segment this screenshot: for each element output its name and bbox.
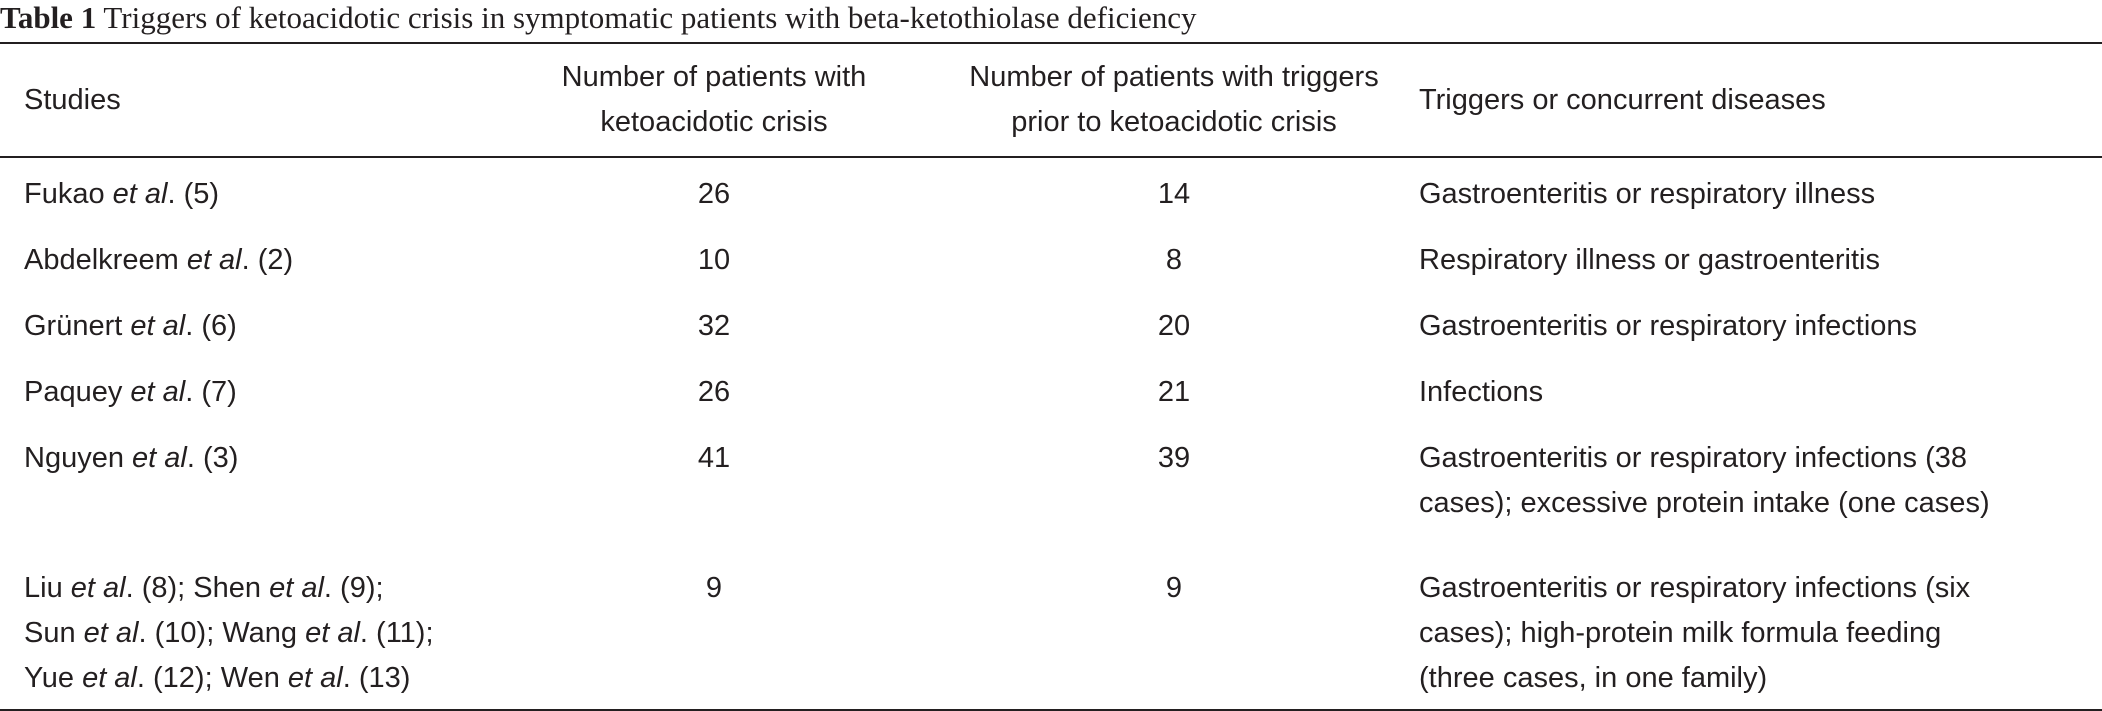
header-studies: Studies: [24, 83, 121, 116]
crisis-count-cell: 32: [697, 310, 731, 342]
header-trigger-count: [929, 43, 1419, 157]
separator: ;: [177, 572, 194, 604]
study-cell: [0, 218, 499, 284]
study-line: [24, 566, 499, 611]
header-diseases: Triggers or concurrent diseases: [1419, 83, 1826, 116]
crisis-count-cell: 41: [697, 442, 731, 474]
diseases-cell: [1419, 218, 2102, 284]
study-cell: [0, 350, 499, 416]
dot-text: .: [185, 376, 194, 408]
study-cell: [0, 157, 499, 218]
trigger-count-cell: 21: [1157, 376, 1191, 408]
study-author: Fukao: [24, 178, 113, 210]
diseases-cell: [1419, 157, 2102, 218]
table-row: [0, 350, 2102, 416]
study-author: Wen: [220, 662, 288, 694]
dot-text: .: [186, 442, 195, 474]
separator: ;: [425, 617, 434, 649]
study-author: Nguyen: [24, 442, 133, 474]
diseases-line: Gastroenteritis or respiratory infections (six: [1419, 572, 1971, 604]
triggers-table: [0, 42, 2102, 711]
dot-text: .: [125, 572, 134, 604]
table-row: [0, 218, 2102, 284]
study-ref: (9): [340, 572, 376, 604]
etal-text: et al: [269, 572, 324, 604]
table-label: Table 1: [0, 0, 97, 35]
dot-text: .: [241, 244, 250, 276]
study-author: Grünert: [24, 310, 131, 342]
separator: ;: [204, 662, 221, 694]
etal-text: et al: [83, 617, 139, 649]
etal-text: et al: [132, 442, 187, 474]
dot-text: .: [138, 617, 147, 649]
table-title: Triggers of ketoacidotic crisis in symptomatic patients with beta-ketothiolase deficiency: [103, 0, 1197, 35]
header-crisis-count: [499, 43, 929, 157]
study-author: Sun: [24, 617, 84, 649]
study-cell: [0, 546, 499, 710]
dot-text: .: [323, 572, 332, 604]
study-author: Shen: [193, 572, 270, 604]
table-caption: [0, 0, 2102, 40]
etal-text: et al: [112, 178, 168, 210]
table-row: [0, 157, 2102, 218]
diseases-cell: [1419, 284, 2102, 350]
study-ref: (2): [257, 244, 294, 276]
study-author: Paquey: [24, 376, 131, 408]
dot-text: .: [136, 662, 145, 694]
header-triggers-line1: Number of patients with triggers: [969, 61, 1379, 93]
trigger-count-cell: 9: [1165, 572, 1183, 604]
study-author: Wang: [222, 617, 306, 649]
separator: ;: [206, 617, 223, 649]
study-line: [24, 611, 499, 656]
crisis-count-cell: 26: [697, 376, 731, 408]
crisis-count-cell: 10: [697, 244, 731, 276]
crisis-count-cell: 26: [697, 178, 731, 210]
study-ref: (12): [153, 662, 205, 694]
dot-text: .: [167, 178, 176, 210]
diseases-cell: [1419, 546, 2102, 710]
etal-text: et al: [70, 572, 126, 604]
trigger-count-cell: 20: [1157, 310, 1191, 342]
study-author: Abdelkreem: [24, 244, 187, 276]
diseases-cell: [1419, 416, 2102, 546]
dot-text: .: [342, 662, 351, 694]
study-ref: (11): [376, 617, 426, 649]
study-line: [24, 656, 499, 701]
etal-text: et al: [305, 617, 360, 649]
etal-text: et al: [287, 662, 343, 694]
header-triggers-line2: prior to ketoacidotic crisis: [1011, 106, 1337, 138]
study-ref: (5): [183, 178, 220, 210]
header-crisis-line1: Number of patients with: [561, 61, 867, 93]
trigger-count-cell: 39: [1157, 442, 1191, 474]
study-ref: (3): [202, 442, 239, 474]
study-author: Yue: [24, 662, 83, 694]
diseases-line: cases); excessive protein intake (one cases): [1419, 487, 1990, 519]
diseases-line: Gastroenteritis or respiratory infections (38: [1419, 442, 1967, 474]
etal-text: et al: [82, 662, 137, 694]
study-author: Liu: [24, 572, 71, 604]
etal-text: et al: [186, 244, 242, 276]
header-row: [0, 43, 2102, 157]
etal-text: et al: [130, 376, 186, 408]
study-ref: (10): [154, 617, 207, 649]
dot-text: .: [359, 617, 368, 649]
diseases-cell: [1419, 350, 2102, 416]
header-crisis-line2: ketoacidotic crisis: [600, 106, 828, 138]
diseases-line: Gastroenteritis or respiratory infections: [1419, 310, 1918, 342]
trigger-count-cell: 14: [1157, 178, 1191, 210]
etal-text: et al: [130, 310, 186, 342]
study-ref: (7): [201, 376, 237, 408]
study-cell: [0, 416, 499, 546]
diseases-line: Respiratory illness or gastroenteritis: [1419, 244, 1880, 276]
table-row: [0, 416, 2102, 546]
diseases-line: cases); high-protein milk formula feeding: [1419, 617, 1942, 649]
trigger-count-cell: 8: [1165, 244, 1183, 276]
study-cell: [0, 284, 499, 350]
dot-text: .: [185, 310, 194, 342]
diseases-line: Infections: [1419, 376, 1544, 408]
diseases-line: Gastroenteritis or respiratory illness: [1419, 178, 1876, 210]
table-row: [0, 546, 2102, 710]
diseases-line: (three cases, in one family): [1419, 662, 1768, 694]
separator: ;: [375, 572, 384, 604]
study-ref: (6): [201, 310, 237, 342]
table-row: [0, 284, 2102, 350]
study-ref: (8): [141, 572, 178, 604]
study-ref: (13): [358, 662, 411, 694]
crisis-count-cell: 9: [705, 572, 723, 604]
